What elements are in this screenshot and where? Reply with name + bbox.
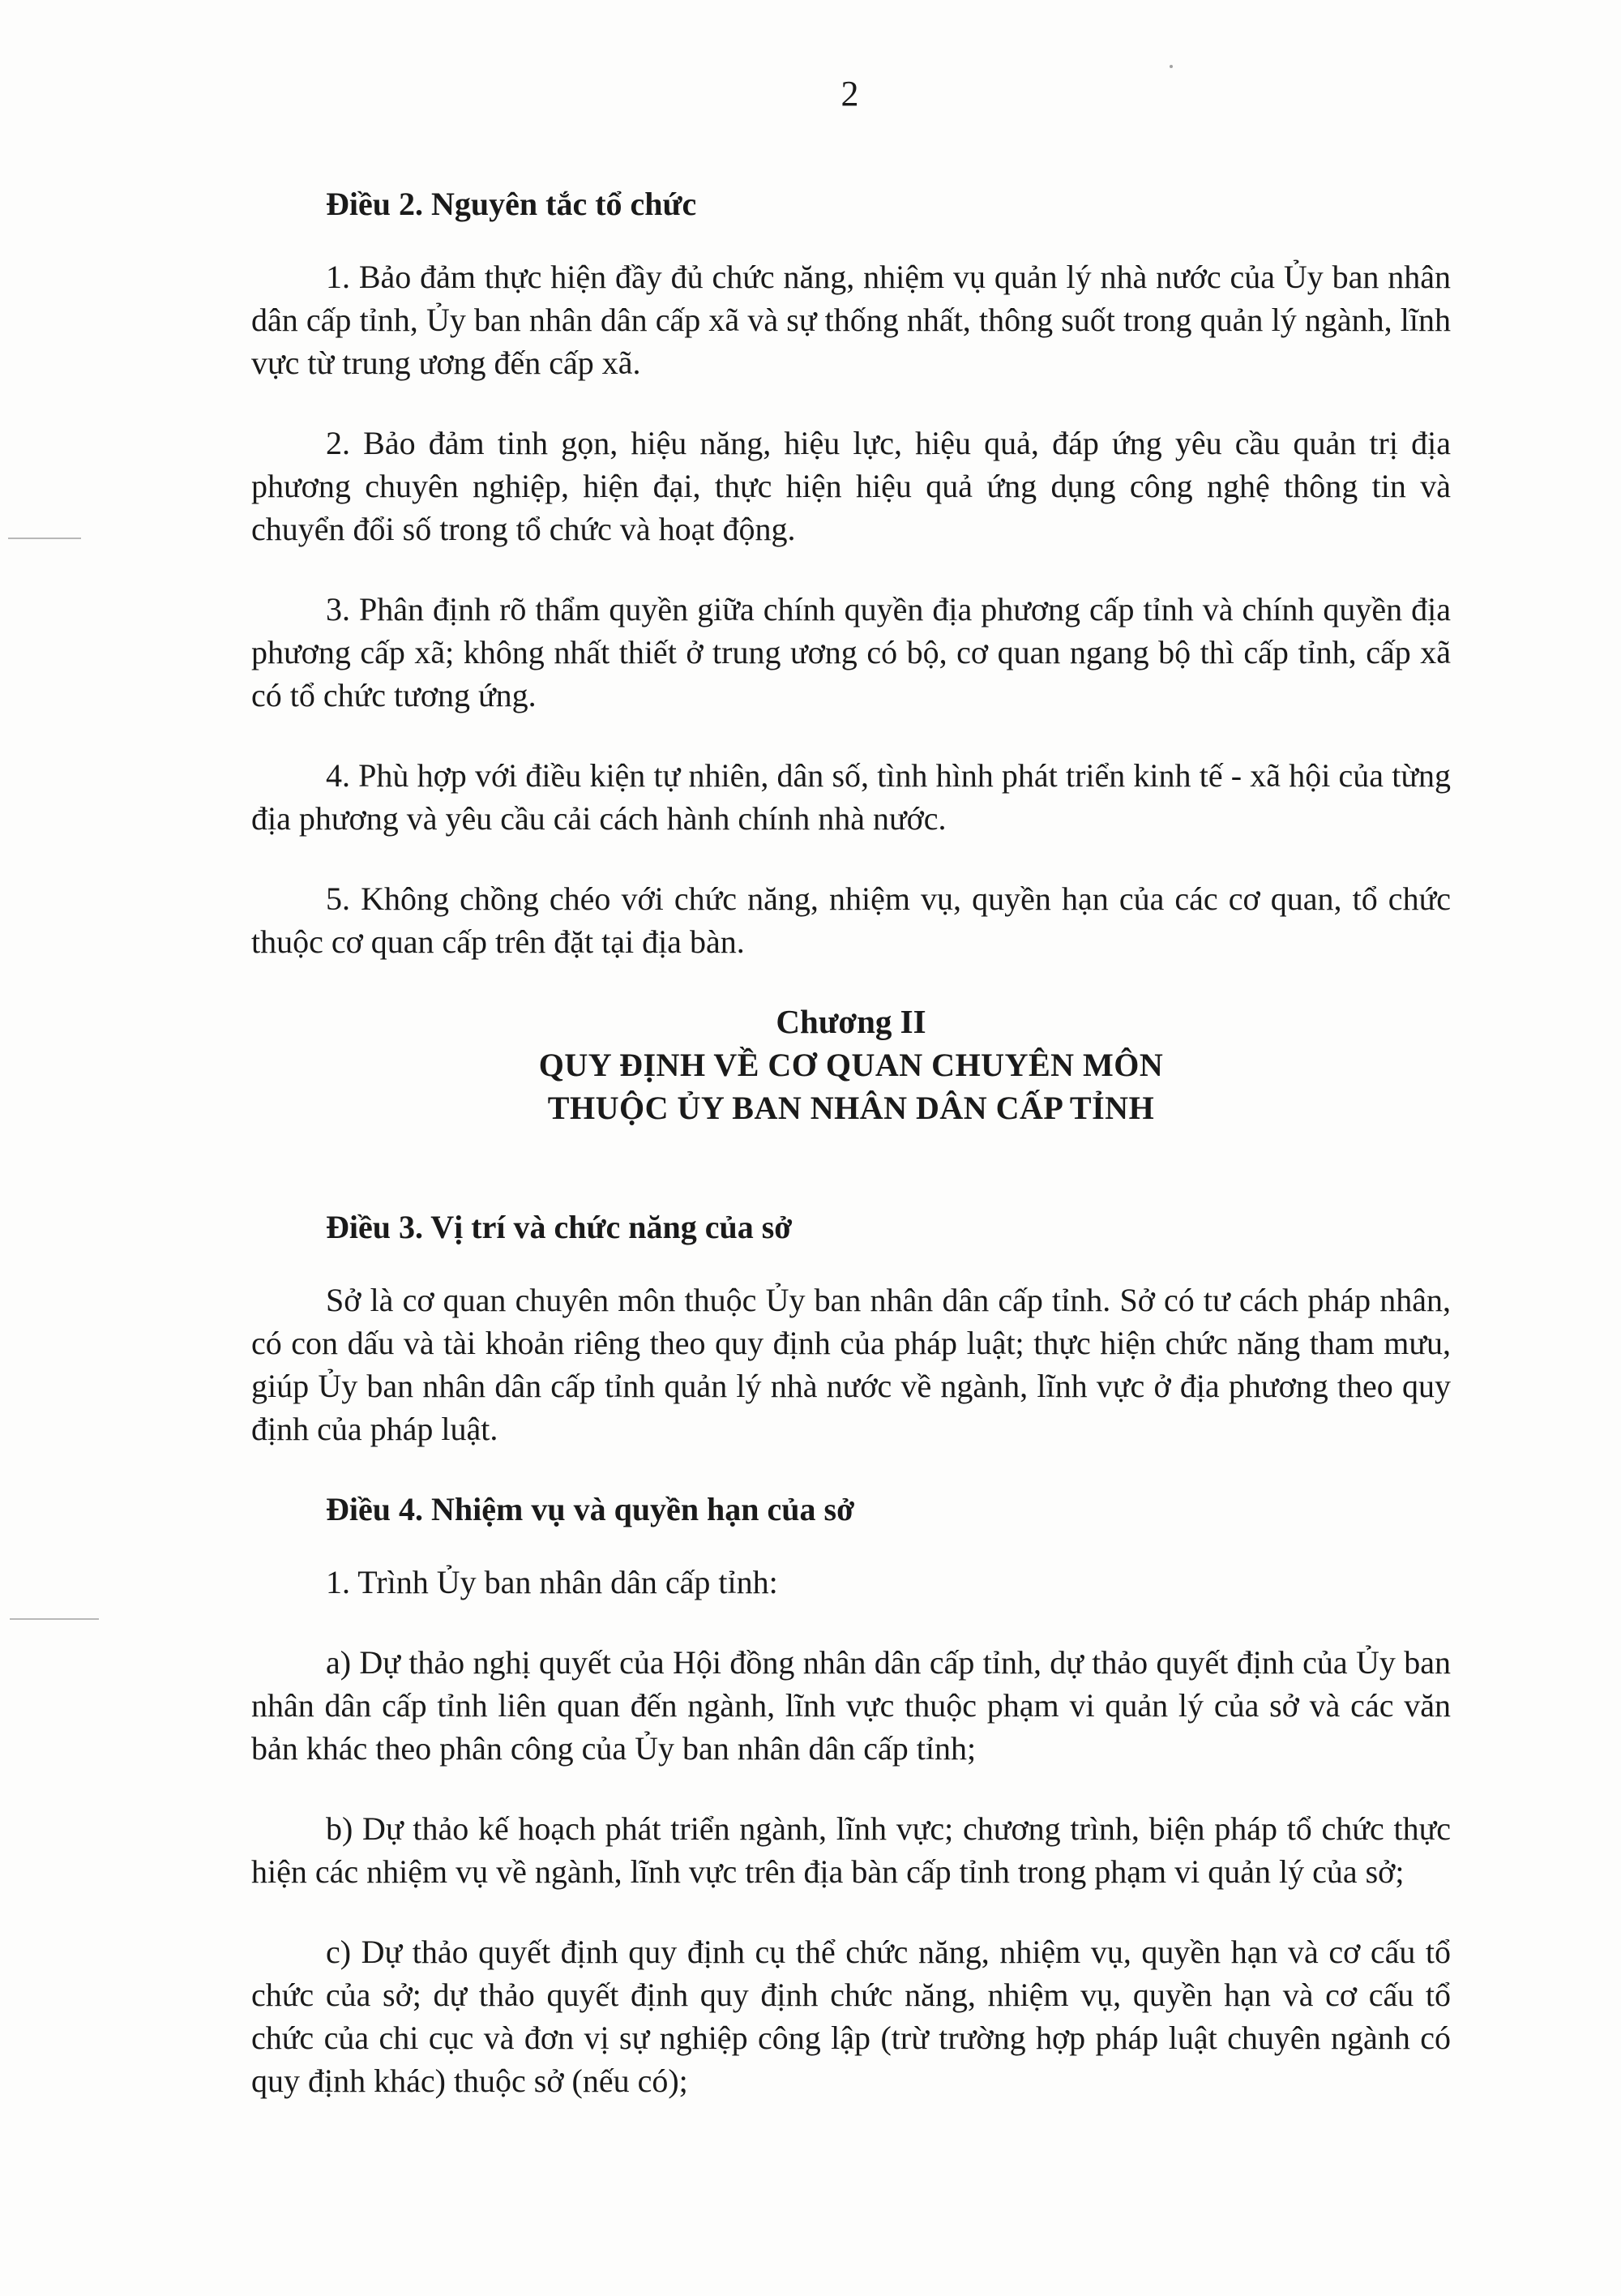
article-4-heading: Điều 4. Nhiệm vụ và quyền hạn của sở [326, 1491, 855, 1527]
scan-dot [1170, 65, 1173, 68]
article-2-clause-2: 2. Bảo đảm tinh gọn, hiệu năng, hiệu lực, hiệu quả, đáp ứng yêu cầu quản trị địa phương chuyên nghiệp, hiện đại, thực hiện hiệu quả ứng dụng công nghệ thông tin và chuyển đổi số trong tổ chức và hoạt động. [251, 425, 1451, 547]
article-2-clause-1: 1. Bảo đảm thực hiện đầy đủ chức năng, nhiệm vụ quản lý nhà nước của Ủy ban nhân dân cấp tỉnh, Ủy ban nhân dân cấp xã và sự thống nhất, thông suốt trong quản lý ngành, lĩnh vực từ trung ương đến cấp xã. [251, 259, 1451, 381]
article-2-clause-3: 3. Phân định rõ thẩm quyền giữa chính quyền địa phương cấp tỉnh và chính quyền địa phương cấp xã; không nhất thiết ở trung ương có bộ, cơ quan ngang bộ thì cấp tỉnh, cấp xã có tổ chức tương ứng. [251, 591, 1451, 713]
page-number: 2 [840, 74, 859, 114]
scan-mark [10, 1618, 99, 1620]
chapter-title-line-2: THUỘC ỦY BAN NHÂN DÂN CẤP TỈNH [547, 1090, 1155, 1126]
article-4-clause-1: 1. Trình Ủy ban nhân dân cấp tỉnh: [326, 1564, 778, 1600]
scan-mark [8, 538, 81, 539]
article-2-heading: Điều 2. Nguyên tắc tổ chức [326, 186, 697, 222]
article-4-item-c: c) Dự thảo quyết định quy định cụ thể chức năng, nhiệm vụ, quyền hạn và cơ cấu tổ chức của sở; dự thảo quyết định quy định chức năng, nhiệm vụ, quyền hạn và cơ cấu tổ chức của chi cục và đơn vị sự nghiệp công lập (trừ trường hợp pháp luật chuyên ngành có quy định khác) thuộc sở (nếu có); [251, 1934, 1451, 2099]
document-body [251, 182, 1451, 2140]
chapter-heading [251, 1000, 1451, 1129]
article-3-heading: Điều 3. Vị trí và chức năng của sở [326, 1209, 793, 1245]
chapter-title-line-1: QUY ĐỊNH VỀ CƠ QUAN CHUYÊN MÔN [538, 1047, 1164, 1083]
article-2-clause-4: 4. Phù hợp với điều kiện tự nhiên, dân số, tình hình phát triển kinh tế - xã hội của từng địa phương và yêu cầu cải cách hành chính nhà nước. [251, 757, 1451, 837]
article-3-body: Sở là cơ quan chuyên môn thuộc Ủy ban nhân dân cấp tỉnh. Sở có tư cách pháp nhân, có con dấu và tài khoản riêng theo quy định của pháp luật; thực hiện chức năng tham mưu, giúp Ủy ban nhân dân cấp tỉnh quản lý nhà nước về ngành, lĩnh vực ở địa phương theo quy định của pháp luật. [251, 1282, 1451, 1447]
article-4-item-b: b) Dự thảo kế hoạch phát triển ngành, lĩnh vực; chương trình, biện pháp tổ chức thực hiện các nhiệm vụ về ngành, lĩnh vực trên địa bàn cấp tỉnh trong phạm vi quản lý của sở; [251, 1810, 1451, 1890]
article-2-clause-5: 5. Không chồng chéo với chức năng, nhiệm vụ, quyền hạn của các cơ quan, tổ chức thuộc cơ quan cấp trên đặt tại địa bàn. [251, 880, 1451, 960]
chapter-label: Chương II [776, 1003, 926, 1040]
article-4-item-a: a) Dự thảo nghị quyết của Hội đồng nhân dân cấp tỉnh, dự thảo quyết định của Ủy ban nhân dân cấp tỉnh liên quan đến ngành, lĩnh vực thuộc phạm vi quản lý của sở và các văn bản khác theo phân công của Ủy ban nhân dân cấp tỉnh; [251, 1644, 1451, 1767]
